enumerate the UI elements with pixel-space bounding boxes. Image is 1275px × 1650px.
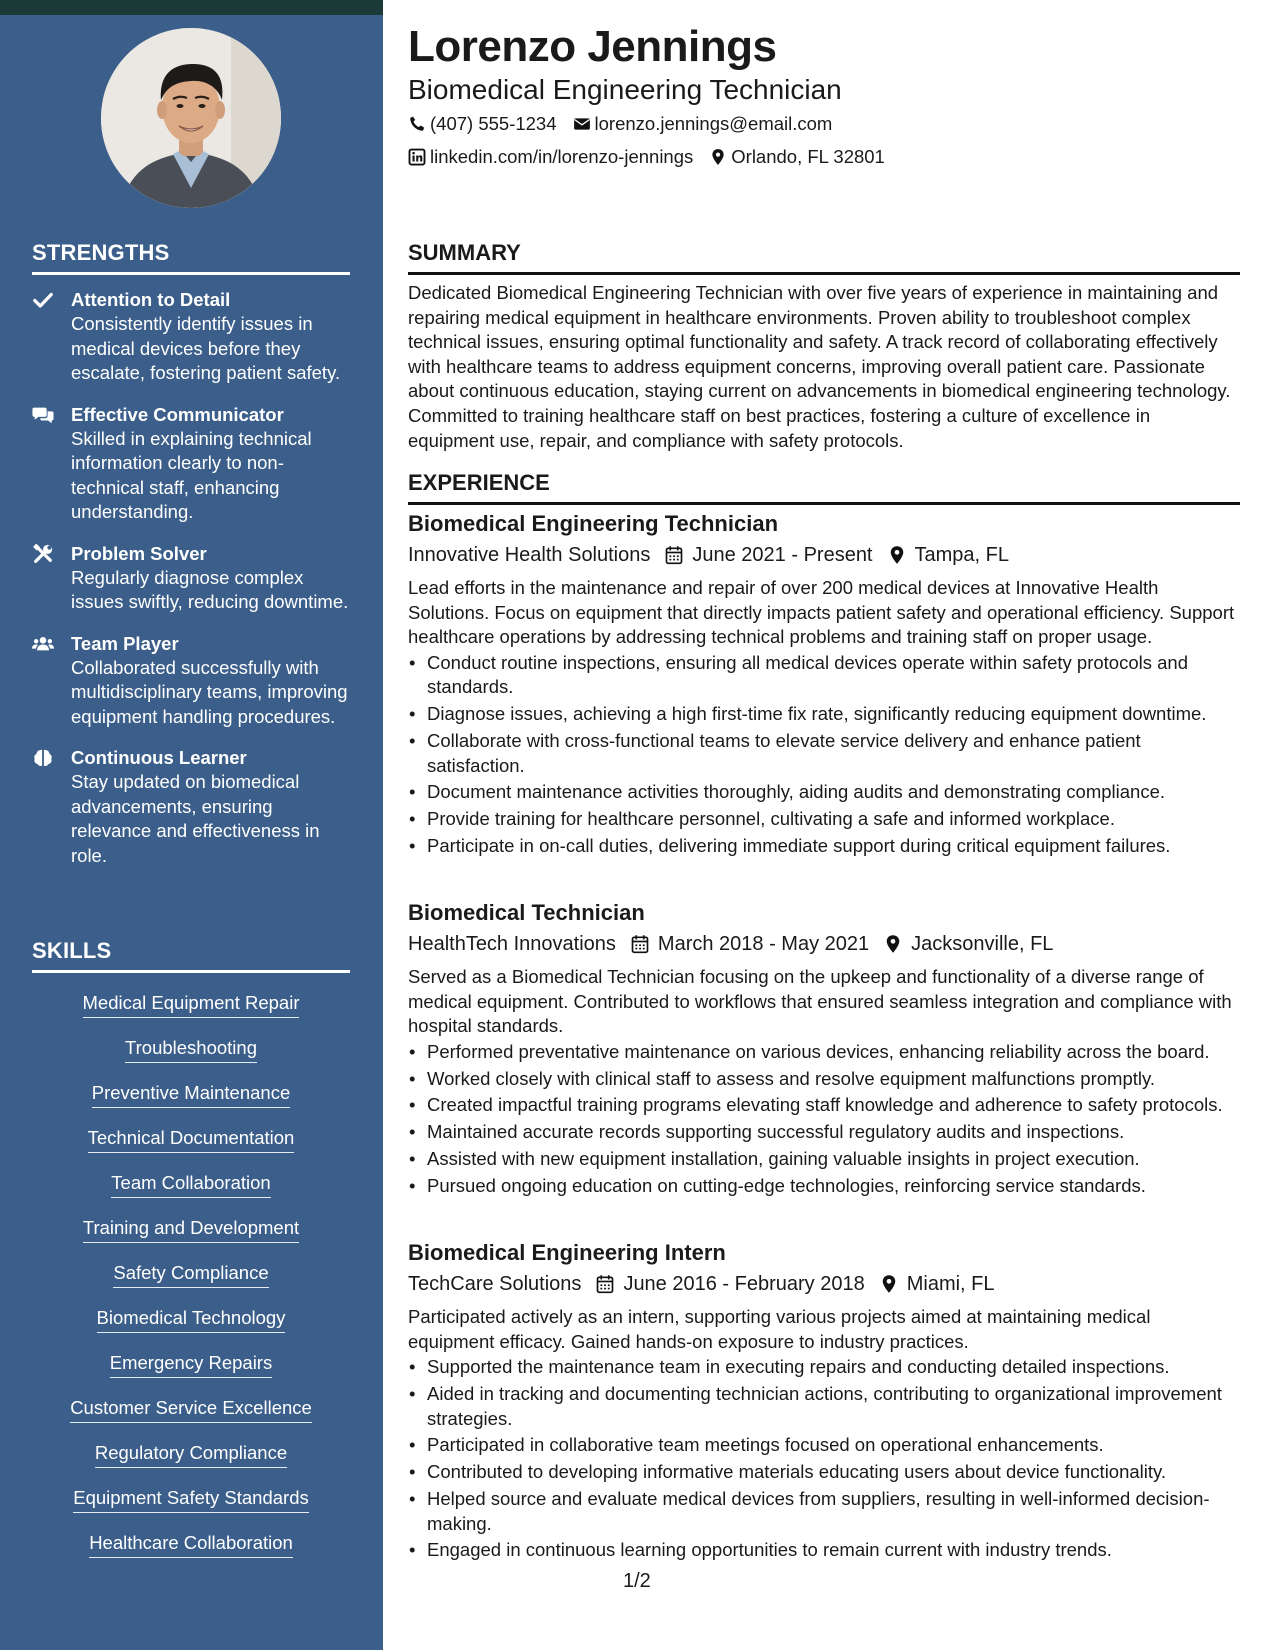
job-bullet: • Provide training for healthcare personnel, cultivating a safe and informed workplace. (408, 807, 1240, 832)
strength-description: Collaborated successfully with multidisciplinary teams, improving equipment handling procedures. (71, 656, 348, 727)
strength-item (32, 541, 350, 615)
job-bullet: • Contributed to developing informative materials educating users about device functionality. (408, 1460, 1240, 1485)
job-bullet: • Diagnose issues, achieving a high first-time fix rate, significantly reducing equipment downtime. (408, 702, 1240, 727)
skill-label: Medical Equipment Repair (83, 991, 300, 1018)
skill-item (32, 1396, 350, 1424)
skill-item (32, 1351, 350, 1379)
job-bullet-list (408, 651, 1240, 859)
job-bullet: • Participate in on-call duties, delivering immediate support during critical equipment failures. (408, 834, 1240, 859)
map-pin-icon (865, 1274, 907, 1294)
strength-title: Attention to Detail (71, 289, 231, 310)
job-meta (408, 1269, 1240, 1299)
job-location: Miami, FL (906, 1273, 995, 1295)
job-title: Biomedical Engineering Intern (408, 1240, 726, 1265)
strength-item (32, 631, 350, 730)
contact-row (408, 146, 901, 168)
job-dates: June 2021 - Present (692, 544, 873, 566)
skill-item (32, 1171, 350, 1199)
map-pin-icon (873, 545, 915, 565)
strength-description: Stay updated on biomedical advancements, ensuring relevance and effectiveness in role. (71, 771, 320, 866)
skill-item (32, 1441, 350, 1469)
envelope-icon (573, 115, 595, 133)
tools-icon (32, 541, 71, 615)
strength-title: Continuous Learner (71, 747, 247, 768)
job-title: Biomedical Engineering Technician (408, 511, 779, 536)
skill-label: Troubleshooting (125, 1036, 257, 1063)
job-bullet: • Worked closely with clinical staff to assess and resolve equipment malfunctions promptly. (408, 1067, 1240, 1092)
skill-item (32, 1081, 350, 1109)
job-bullet-list (408, 1355, 1240, 1563)
contact-phone[interactable] (408, 113, 557, 135)
map-pin-icon (869, 934, 911, 954)
calendar-icon (581, 1274, 623, 1294)
sidebar-top-bar (0, 0, 383, 15)
job-entry (408, 898, 1240, 1200)
contact-linkedin[interactable] (408, 146, 693, 168)
job-bullet: • Participated in collaborative team meetings focused on operational enhancements. (408, 1433, 1240, 1458)
strength-description: Regularly diagnose complex issues swiftly, reducing downtime. (71, 566, 349, 612)
job-bullet: • Engaged in continuous learning opportunities to remain current with industry trends. (408, 1538, 1240, 1563)
job-dates: March 2018 - May 2021 (657, 933, 870, 955)
job-bullet: • Created impactful training programs elevating staff knowledge and adherence to safety protocols. (408, 1093, 1240, 1118)
profile-photo-illustration (101, 28, 281, 208)
email-text: lorenzo.jennings@email.com (594, 113, 833, 134)
skill-label: Customer Service Excellence (70, 1396, 312, 1423)
comments-icon (32, 402, 71, 525)
job-bullet: • Supported the maintenance team in executing repairs and conducting detailed inspections. (408, 1355, 1240, 1380)
skill-item (32, 1261, 350, 1289)
job-location: Tampa, FL (914, 544, 1009, 566)
strength-description: Consistently identify issues in medical devices before they escalate, fostering patient safety. (71, 313, 341, 383)
skill-label: Preventive Maintenance (92, 1081, 290, 1108)
strength-description: Skilled in explaining technical information clearly to non-technical staff, enhancing understanding. (71, 427, 312, 522)
skill-label: Safety Compliance (113, 1261, 268, 1288)
strength-title: Problem Solver (71, 542, 207, 564)
contact-email[interactable] (573, 113, 833, 135)
job-bullet: • Helped source and evaluate medical devices from suppliers, resulting in well-informed decision-making. (408, 1487, 1240, 1536)
summary-heading: SUMMARY (408, 240, 1240, 275)
skills-list (32, 991, 350, 1559)
skill-item (32, 1126, 350, 1154)
candidate-name: Lorenzo Jennings (408, 22, 777, 71)
skill-label: Regulatory Compliance (95, 1441, 287, 1468)
skills-section (32, 938, 350, 1576)
map-pin-icon (709, 148, 731, 166)
contact-location (709, 146, 885, 168)
job-bullet: • Aided in tracking and documenting technician actions, contributing to organizational improvement strategies. (408, 1382, 1240, 1431)
check-icon (32, 287, 71, 386)
location-text: Orlando, FL 32801 (731, 146, 885, 167)
summary-text: Dedicated Biomedical Engineering Technician with over five years of experience in maintaining and repairing medical equipment in healthcare environments. Proven ability to troubleshoot complex technical issues, ensuring optimal functionality and safety. A track record of collaborating effectively with healthcare teams to address equipment concerns, improving overall patient care. Passionate about continuous education, staying current on advancements in biomedical engineering technology. Committed to training healthcare staff on best practices, fostering a culture of excellence in equipment use, repair, and compliance with safety protocols. (408, 282, 1231, 451)
job-description: Participated actively as an intern, supporting various projects aimed at maintaining medical equipment efficacy. Gained hands-on exposure to industry practices. (408, 1306, 1151, 1352)
skill-label: Training and Development (83, 1216, 299, 1243)
skill-item (32, 1306, 350, 1334)
skill-label: Emergency Repairs (110, 1351, 272, 1378)
sidebar (0, 0, 383, 1650)
job-bullet: • Document maintenance activities thoroughly, aiding audits and demonstrating compliance. (408, 780, 1240, 805)
skill-label: Healthcare Collaboration (89, 1531, 293, 1558)
linkedin-text: linkedin.com/in/lorenzo-jennings (430, 146, 694, 167)
brain-icon (32, 745, 71, 868)
calendar-icon (616, 934, 658, 954)
job-bullet: • Collaborate with cross-functional teams to elevate service delivery and enhance patient satisfaction. (408, 729, 1240, 778)
skill-item (32, 1036, 350, 1064)
calendar-icon (650, 545, 692, 565)
job-bullet: • Performed preventative maintenance on various devices, enhancing reliability across the board. (408, 1040, 1240, 1065)
job-entry (408, 509, 1240, 861)
job-description: Served as a Biomedical Technician focusing on the upkeep and functionality of a diverse range of medical equipment. Contributed to workflows that ensured seamless integration and compliance with hospital standards. (408, 966, 1232, 1037)
phone-icon (408, 115, 430, 133)
job-meta (408, 929, 1240, 959)
skill-label: Biomedical Technology (97, 1306, 286, 1333)
strength-title: Effective Communicator (71, 403, 284, 425)
job-company: HealthTech Innovations (408, 933, 616, 955)
job-description: Lead efforts in the maintenance and repair of over 200 medical devices at Innovative Health Solutions. Focus on equipment that directly impacts patient safety and operational efficiency. Support healthcare operations by addressing technical problems and training staff on proper usage. (408, 577, 1235, 648)
job-bullet: • Pursued ongoing education on cutting-edge technologies, reinforcing service standards. (408, 1174, 1240, 1199)
skills-heading: SKILLS (32, 938, 350, 973)
users-icon (32, 631, 71, 730)
job-location: Jacksonville, FL (911, 933, 1054, 955)
skill-label: Technical Documentation (88, 1126, 295, 1153)
strength-title: Team Player (71, 632, 179, 654)
page-number: 1/2 (623, 1570, 651, 1592)
linkedin-icon (408, 148, 430, 166)
strengths-section (32, 240, 350, 884)
skill-label: Equipment Safety Standards (73, 1486, 309, 1513)
job-company: Innovative Health Solutions (408, 544, 651, 566)
candidate-title: Biomedical Engineering Technician (408, 74, 842, 105)
job-bullet: • Conduct routine inspections, ensuring all medical devices operate within safety protocols and standards. (408, 651, 1240, 700)
profile-photo (101, 28, 281, 208)
skill-item (32, 1531, 350, 1559)
job-meta (408, 540, 1240, 570)
skill-item (32, 991, 350, 1019)
job-title: Biomedical Technician (408, 900, 645, 925)
job-bullet-list (408, 1040, 1240, 1199)
strength-item (32, 402, 350, 525)
strength-item (32, 287, 350, 386)
job-bullet: • Maintained accurate records supporting successful regulatory audits and inspections. (408, 1120, 1240, 1145)
skill-item (32, 1486, 350, 1514)
skill-item (32, 1216, 350, 1244)
job-dates: June 2016 - February 2018 (623, 1273, 865, 1295)
job-bullet: • Assisted with new equipment installation, gaining valuable insights in project execution. (408, 1147, 1240, 1172)
experience-heading: EXPERIENCE (408, 470, 1240, 505)
phone-text: (407) 555-1234 (430, 113, 557, 134)
job-company: TechCare Solutions (408, 1273, 582, 1295)
job-entry (408, 1238, 1240, 1565)
strengths-heading: STRENGTHS (32, 240, 350, 275)
skill-label: Team Collaboration (111, 1171, 270, 1198)
strength-item (32, 745, 350, 868)
contact-row (408, 113, 848, 135)
